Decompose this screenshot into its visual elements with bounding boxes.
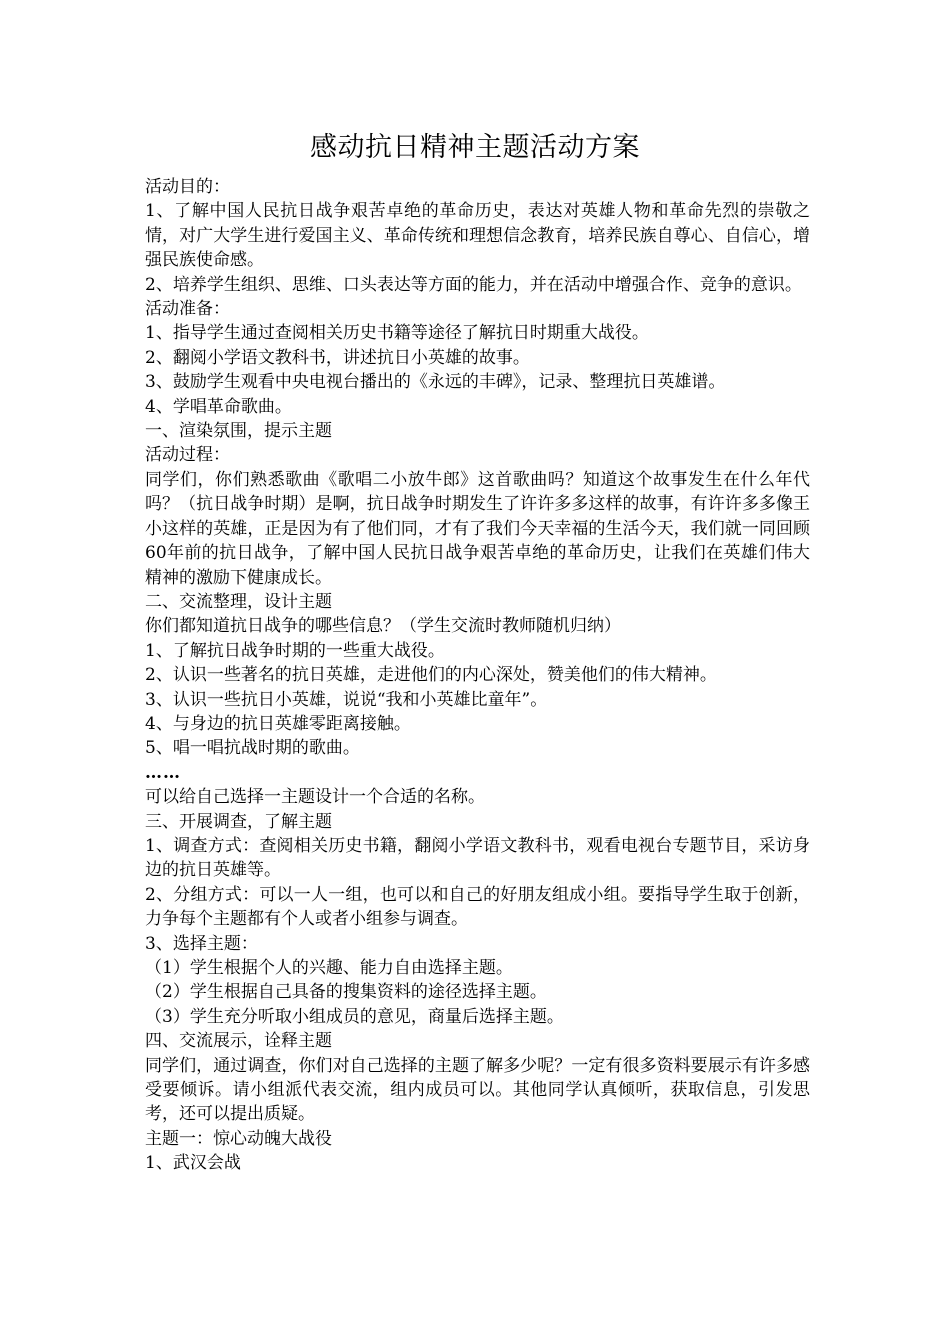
list-item: 1、指导学生通过查阅相关历史书籍等途径了解抗日时期重大战役。 [145, 323, 649, 344]
section-heading-preparation: 活动准备： [145, 299, 230, 320]
sub-list-item: （2）学生根据自己具备的搜集资料的途径选择主题。 [145, 982, 547, 1003]
section-heading-step-one: 一、渲染氛围，提示主题 [145, 421, 332, 442]
list-item: 2、认识一些著名的抗日英雄，走进他们的内心深处，赞美他们的伟大精神。 [145, 665, 717, 686]
paragraph: 1、了解中国人民抗日战争艰苦卓绝的革命历史，表达对英雄人物和革命先烈的崇敬之情，对广大学生进行爱国主义、革命传统和理想信念教育，培养民族自尊心、自信心，增强民族使命感。 [145, 201, 810, 271]
list-item: 4、与身边的抗日英雄零距离接触。 [145, 713, 411, 734]
list-item: 5、唱一唱抗战时期的歌曲。 [145, 738, 360, 759]
section-heading-process: 活动过程： [145, 445, 230, 466]
section-heading-purpose: 活动目的： [145, 177, 230, 197]
list-item: 3、选择主题： [145, 933, 258, 954]
list-item: 3、认识一些抗日小英雄，说说“我和小英雄比童年”。 [145, 689, 548, 710]
paragraph: 你们都知道抗日战争的哪些信息？（学生交流时教师随机归纳） [145, 616, 621, 637]
paragraph: 2、培养学生组织、思维、口头表达等方面的能力，并在活动中增强合作、竞争的意识。 [145, 274, 802, 295]
list-item: 2、分组方式：可以一人一组，也可以和自己的好朋友组成小组。要指导学生取于创新，力争每个主题都有个人或者小组参与调查。 [145, 884, 810, 930]
ellipsis: …… [145, 762, 181, 783]
list-item: 1、武汉会战 [145, 1153, 241, 1174]
sub-list-item: （3）学生充分听取小组成员的意见，商量后选择主题。 [145, 1006, 564, 1027]
document-title: 感动抗日精神主题活动方案 [310, 132, 640, 163]
section-heading-step-two: 二、交流整理，设计主题 [145, 591, 332, 612]
topic-heading: 主题一：惊心动魄大战役 [145, 1128, 332, 1149]
paragraph: 同学们，你们熟悉歌曲《歌唱二小放牛郎》这首歌曲吗？知道这个故事发生在什么年代吗？（抗日战争时期）是啊，抗日战争时期发生了许许多多这样的故事，有许许多多像王小这样的英雄，正是因为有了他们同，才有了我们今天幸福的生活今天，我们就一同回顾60年前的抗日战争，了解中国人民抗日战争艰苦卓绝的革命历史，让我们在英雄们伟大精神的激励下健康成长。 [145, 469, 810, 588]
paragraph: 可以给自己选择一主题设计一个合适的名称。 [145, 787, 485, 808]
list-item: 1、了解抗日战争时期的一些重大战役。 [145, 640, 445, 661]
sub-list-item: （1）学生根据个人的兴趣、能力自由选择主题。 [145, 958, 513, 978]
section-heading-step-four: 四、交流展示，诠释主题 [145, 1031, 332, 1052]
section-heading-step-three: 三、开展调查，了解主题 [145, 811, 332, 832]
list-item: 4、学唱革命歌曲。 [145, 396, 292, 417]
list-item: 1、调查方式：查阅相关历史书籍，翻阅小学语文教科书，观看电视台专题节目，采访身边的抗日英雄等。 [145, 835, 810, 881]
paragraph: 同学们，通过调查，你们对自己选择的主题了解多少呢？一定有很多资料要展示有许多感受要倾诉。请小组派代表交流，组内成员可以。其他同学认真倾听，获取信息，引发思考，还可以提出质疑。 [145, 1055, 810, 1125]
list-item: 2、翻阅小学语文教科书，讲述抗日小英雄的故事。 [145, 347, 530, 368]
document-body [145, 175, 810, 1176]
list-item: 3、鼓励学生观看中央电视台播出的《永远的丰碑》，记录、整理抗日英雄谱。 [145, 372, 726, 393]
